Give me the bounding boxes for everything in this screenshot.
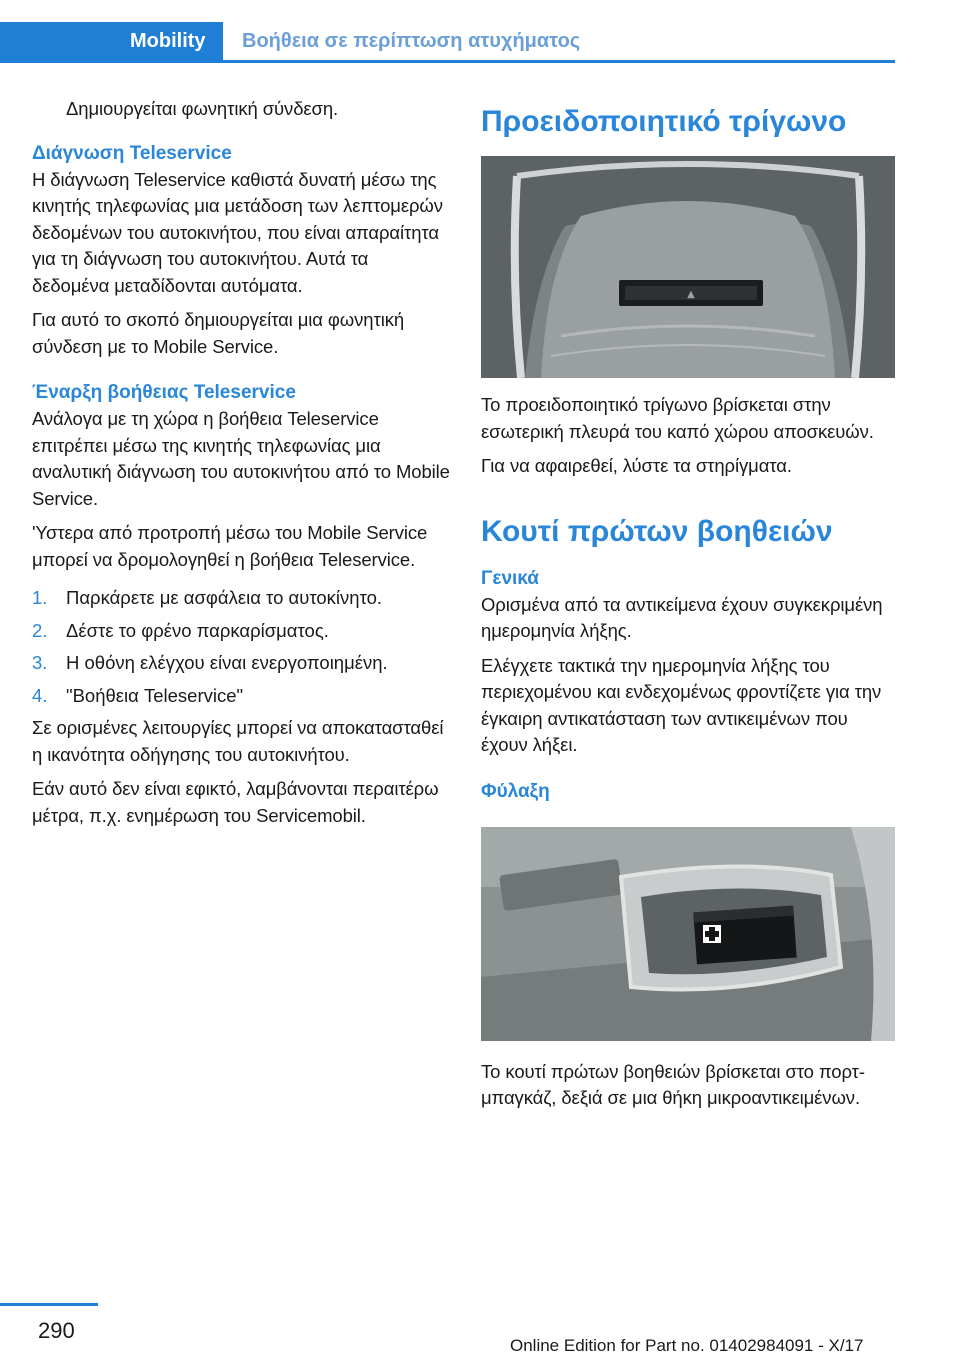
first-aid-kit-heading: Κουτί πρώτων βοηθειών [481, 514, 833, 548]
trunk-lid-illustration [481, 156, 895, 378]
step-text: "Βοήθεια Teleservice" [66, 684, 244, 706]
left-column [32, 96, 450, 837]
list-item [32, 650, 450, 677]
step-text: Δέστε το φρένο παρκαρίσματος. [66, 619, 329, 641]
teleservice-diagnosis-heading: Διάγνωση Teleservice [32, 142, 232, 164]
right-column [481, 96, 897, 1120]
svg-text:▲: ▲ [687, 289, 695, 300]
teleservice-start-paragraph-2: 'Υστερα από προτροπή μέσω του Mobile Service μπορεί να δρομολογηθεί η βοήθεια Teleservice. [32, 522, 428, 570]
list-item [32, 618, 450, 645]
step-text: Η οθόνη ελέγχου είναι ενεργοποιημένη. [66, 652, 388, 673]
warning-triangle-photo [481, 156, 895, 378]
storage-heading: Φύλαξη [481, 780, 550, 802]
general-heading: Γενικά [481, 567, 539, 589]
warning-triangle-paragraph-2: Για να αφαιρεθεί, λύστε τα στηρίγματα. [481, 455, 792, 476]
list-item [32, 683, 450, 710]
step-text: Παρκάρετε με ασφάλεια το αυτοκίνητο. [66, 587, 383, 608]
teleservice-start-heading: Έναρξη βοήθειας Teleservice [32, 382, 296, 403]
step-number: 3. [32, 652, 48, 673]
luggage-compartment-illustration [481, 827, 895, 1041]
warning-triangle-paragraph-1: Το προειδοποιητικό τρίγωνο βρίσκεται στην εσωτερική πλευρά του καπό χώρου αποσκευών. [481, 394, 874, 442]
footer-rule [0, 1303, 98, 1306]
after-steps-paragraph-1: Σε ορισμένες λειτουργίες μπορεί να αποκατασταθεί η ικανότητα οδήγησης του αυτοκινήτου. [32, 717, 444, 765]
page-number: 290 [38, 1318, 75, 1343]
header-subsection-title: Βοήθεια σε περίπτωση ατυχήματος [242, 30, 581, 52]
header-section-title: Mobility [130, 30, 206, 52]
general-paragraph-1: Ορισμένα από τα αντικείμενα έχουν συγκεκριμένη ημερομηνία λήξης. [481, 593, 883, 641]
general-paragraph-2: Ελέγχετε τακτικά την ημερομηνία λήξης του περιεχομένου και ενδεχομένως φροντίζετε για την έγκαιρη αντικατάσταση των αντικειμένων που έχουν λήξει. [481, 654, 882, 755]
intro-text: Δημιουργείται φωνητική σύνδεση. [66, 98, 339, 119]
list-item [32, 585, 450, 612]
storage-paragraph: Το κουτί πρώτων βοηθειών βρίσκεται στο πορτ-μπαγκάζ, δεξιά σε μια θήκη μικροαντικειμένων. [481, 1060, 865, 1108]
step-number: 4. [32, 684, 48, 706]
steps-list [32, 585, 450, 709]
edition-note: Online Edition for Part no. 01402984091 - X/17 [510, 1336, 864, 1355]
first-aid-kit-photo [481, 827, 895, 1041]
page-header [0, 0, 960, 64]
header-rule [0, 60, 895, 63]
after-steps-paragraph-2: Εάν αυτό δεν είναι εφικτό, λαμβάνονται περαιτέρω μέτρα, π.χ. ενημέρωση του Servicemobil. [32, 778, 439, 826]
step-number: 1. [32, 587, 48, 608]
step-number: 2. [32, 619, 48, 641]
teleservice-start-paragraph-1: Ανάλογα με τη χώρα η βοήθεια Teleservice επιτρέπει μέσω της κινητής τηλεφωνίας μια αναλυτική διάγνωση του αυτοκινήτου από το Mobile Service. [32, 408, 450, 509]
warning-triangle-heading: Προειδοποιητικό τρίγωνο [481, 105, 847, 138]
teleservice-diagnosis-paragraph-1: Η διάγνωση Teleservice καθιστά δυνατή μέσω της κινητής τηλεφωνίας μια μετάδοση των λεπτομερών δεδομένων του αυτοκινήτου, που είναι απαραίτητα για τη διάγνωση του αυτοκινήτου. Αυτά τα δεδομένα μεταδίδονται αυτόματα. [32, 168, 443, 296]
teleservice-diagnosis-paragraph-2: Για αυτό το σκοπό δημιουργείται μια φωνητική σύνδεση με το Mobile Service. [32, 309, 405, 357]
